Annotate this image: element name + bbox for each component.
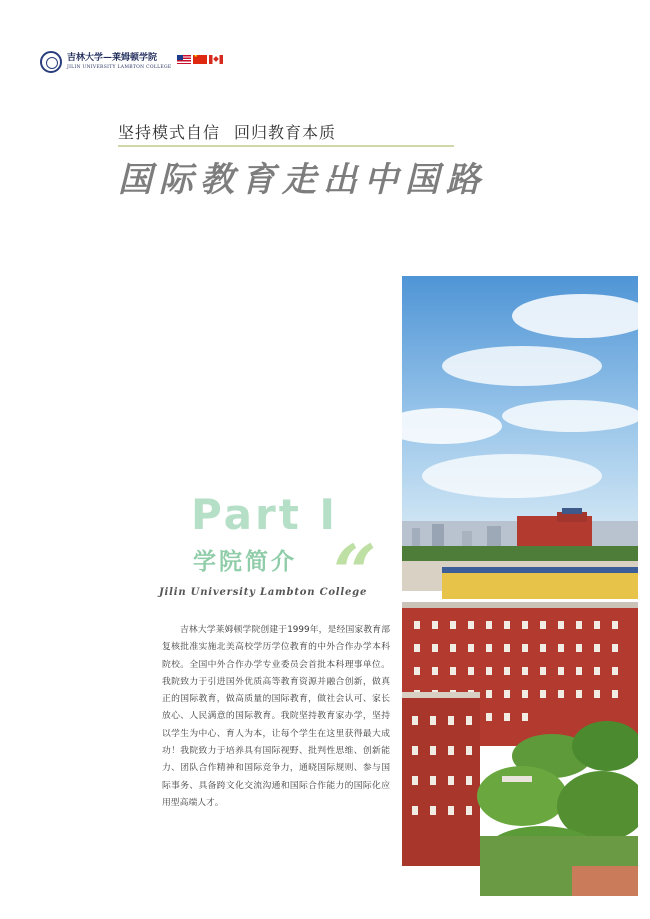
slogan	[118, 120, 336, 143]
school-name-en: JILIN UNIVERSITY LAMBTON COLLEGE	[67, 65, 172, 70]
slogan-left: 坚持模式自信	[118, 123, 221, 142]
brand	[67, 53, 172, 71]
flags	[177, 55, 225, 64]
campus-photo	[402, 276, 638, 896]
college-name-en: Jilin University Lambton College	[159, 587, 368, 598]
header	[40, 49, 225, 75]
us-flag-icon	[177, 55, 191, 64]
slogan-right: 回归教育本质	[234, 123, 337, 142]
canada-flag-icon	[209, 55, 223, 64]
part-label: Part I	[191, 490, 339, 539]
school-name-cn: 吉林大学—莱姆顿学院	[67, 53, 158, 63]
title-divider	[118, 145, 454, 147]
intro-paragraph: 吉林大学莱姆顿学院创建于1999年，是经国家教育部复核批准实施北美高校学历学位教育的中外合作办学本科院校。全国中外合作办学专业委员会首批本科理事单位。我院致力于引进国外优质高等教育资源并融合创新，做真正的国际教育，做高质量的国际教育，做社会认可、家长放心、人民满意的国际教育。我院坚持教育家办学，坚持以学生为中心、育人为本，让每个学生在这里获得最大成功！我院致力于培养具有国际视野、批判性思维、创新能力、团队合作精神和国际竞争力，通晓国际规则、参与国际事务、具备跨文化交流沟通和国际合作能力的国际化应用型高端人才。	[162, 625, 390, 808]
page-title: 国际教育走出中国路	[118, 160, 487, 200]
china-flag-icon	[193, 55, 207, 64]
quote-mark: “	[333, 528, 377, 617]
campus-illustration	[402, 276, 638, 896]
section-title: 学院简介	[193, 549, 297, 575]
university-seal-icon	[40, 51, 62, 73]
